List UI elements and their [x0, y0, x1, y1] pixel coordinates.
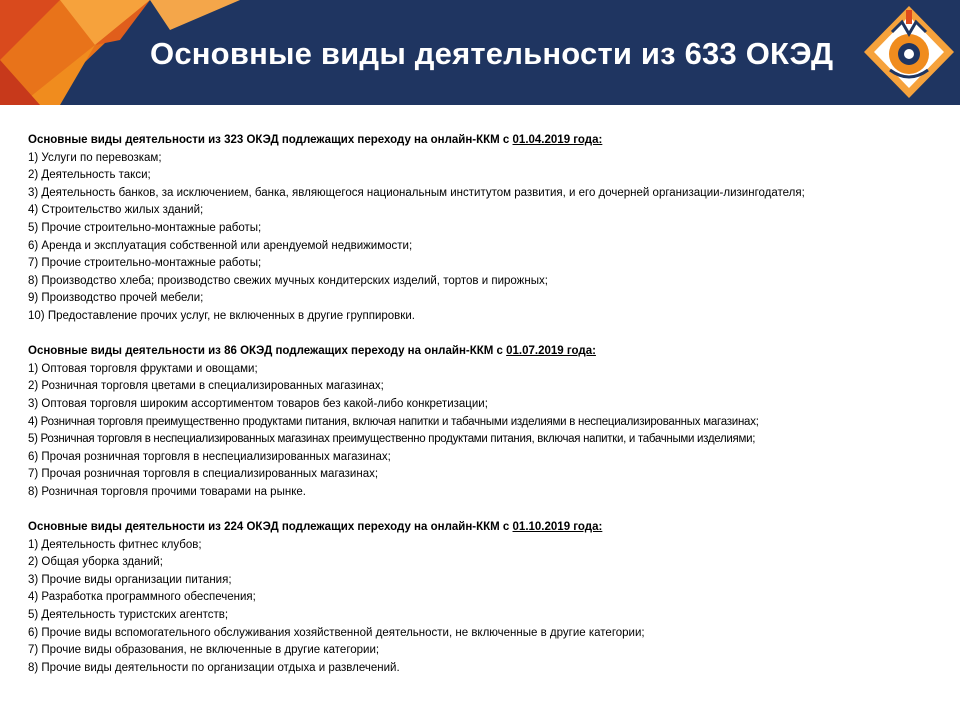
- list-item: 4) Строительство жилых зданий;: [28, 204, 204, 217]
- heading-text: Основные виды деятельности из 86 ОКЭД подлежащих переходу на онлайн-ККМ с: [28, 345, 503, 358]
- list-item: 6) Прочая розничная торговля в неспециализированных магазинах;: [28, 450, 391, 463]
- list-item: 4) Разработка программного обеспечения;: [28, 591, 256, 604]
- list-item: 10) Предоставление прочих услуг, не включенных в другие группировки.: [28, 309, 415, 322]
- section-july: [28, 343, 952, 501]
- list-item: 4) Розничная торговля преимущественно продуктами питания, включая напитки и табачными изделиями в неспециализированных магазинах;: [28, 415, 759, 428]
- list-item: 5) Деятельность туристских агентств;: [28, 609, 229, 622]
- list-item: 3) Оптовая торговля широким ассортиментом товаров без какой-либо конкретизации;: [28, 397, 488, 410]
- list-item: 7) Прочие виды образования, не включенные в другие категории;: [28, 644, 380, 657]
- list-item: 1) Оптовая торговля фруктами и овощами;: [28, 362, 258, 375]
- page-title: Основные виды деятельности из 633 ОКЭД: [150, 36, 834, 71]
- section-heading: [28, 132, 952, 150]
- section-heading: [28, 343, 952, 361]
- list-item: 6) Прочие виды вспомогательного обслуживания хозяйственной деятельности, не включенные в другие категории;: [28, 626, 645, 639]
- list-item: 7) Прочая розничная торговля в специализированных магазинах;: [28, 468, 379, 481]
- list-item: 1) Деятельность фитнес клубов;: [28, 538, 202, 551]
- header-banner: [0, 0, 960, 105]
- list-item: 5) Прочие строительно-монтажные работы;: [28, 221, 262, 234]
- list-item: 2) Розничная торговля цветами в специализированных магазинах;: [28, 380, 384, 393]
- heading-text: Основные виды деятельности из 224 ОКЭД подлежащих переходу на онлайн-ККМ с: [28, 521, 510, 534]
- list-item: 9) Производство прочей мебели;: [28, 292, 204, 305]
- list-item: 8) Производство хлеба; производство свежих мучных кондитерских изделий, тортов и пирожных;: [28, 274, 548, 287]
- list-item: 8) Розничная торговля прочими товарами на рынке.: [28, 485, 306, 498]
- section-heading: [28, 519, 952, 537]
- list-item: 6) Аренда и эксплуатация собственной или арендуемой недвижимости;: [28, 239, 413, 252]
- section-april: [28, 132, 952, 326]
- list-item: 2) Деятельность такси;: [28, 169, 151, 182]
- emblem-icon: [862, 4, 956, 100]
- heading-date: 01.07.2019 года:: [506, 345, 596, 358]
- list-item: 5) Розничная торговля в неспециализированных магазинах преимущественно продуктами питания, включая напитки, и табачными изделиями;: [28, 433, 756, 446]
- heading-date: 01.04.2019 года:: [512, 134, 603, 146]
- list-item: 3) Прочие виды организации питания;: [28, 573, 232, 586]
- document-body: [28, 132, 952, 677]
- section-october: [28, 519, 952, 677]
- list-item: 3) Деятельность банков, за исключением, банка, являющегося национальным институтом развития, и его дочерней организации-лизингодателя;: [28, 186, 805, 199]
- list-item: 1) Услуги по перевозкам;: [28, 151, 162, 164]
- heading-text: Основные виды деятельности из 323 ОКЭД подлежащих переходу на онлайн-ККМ с: [28, 134, 510, 146]
- list-item: 8) Прочие виды деятельности по организации отдыха и развлечений.: [28, 661, 400, 674]
- heading-date: 01.10.2019 года:: [512, 521, 603, 534]
- list-item: 2) Общая уборка зданий;: [28, 556, 163, 569]
- list-item: 7) Прочие строительно-монтажные работы;: [28, 257, 262, 270]
